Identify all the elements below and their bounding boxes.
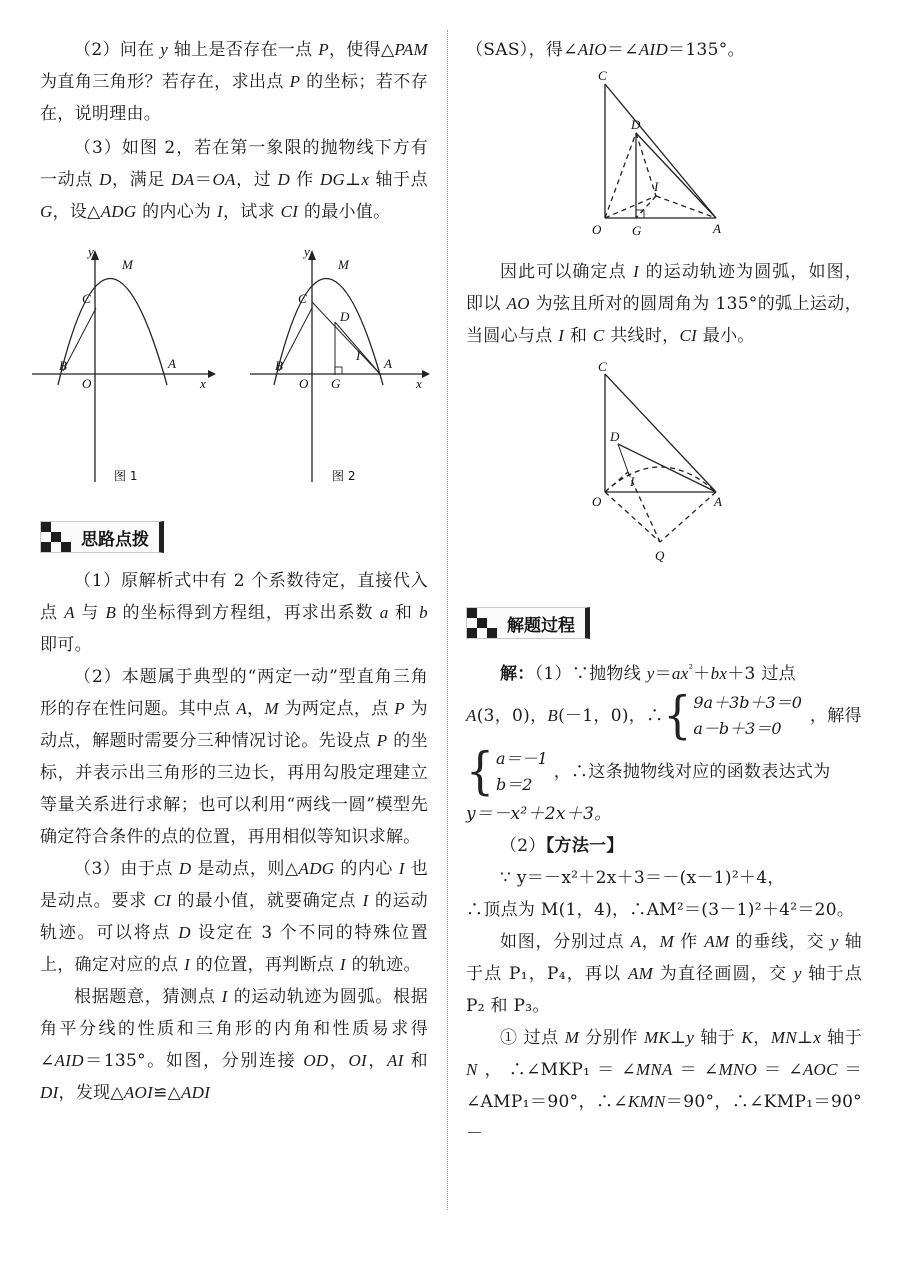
system1-tail: ，解得 (809, 706, 862, 726)
fig1-label-a: A (168, 356, 176, 371)
fig4-line-ca (605, 374, 716, 492)
left-column (40, 0, 428, 1109)
fig4-label-d: D (610, 429, 620, 444)
system1-eq1: 9a＋3b＋3＝0 (693, 693, 802, 712)
trajectory-text: 因此可以确定点 I 的运动轨迹为圆弧，如图，即以 AO 为弦且所对的圆周角为 135°的弧上运动，当圆心与点 I 和 C 共线时，CI 最小。 (466, 262, 862, 346)
solution-points: A(3，0)，B(－1，0)，∴ (466, 706, 664, 726)
question-2: （2）问在 y 轴上是否存在一点 P，使得△PAM 为直角三角形？若存在，求出点 P 的坐标；若不存在，说明理由。 (40, 40, 428, 124)
fig2-caption: 图 2 (332, 469, 356, 483)
fig4-line-oi (605, 472, 628, 492)
continuation-text: （SAS），得∠AIO＝∠AID＝135°。 (466, 40, 745, 60)
vertex-line-1: ∵ y＝－x²＋2x＋3＝－(x－1)²＋4， (500, 868, 785, 888)
fig2-label-b: B (275, 358, 283, 373)
fig4-label-c: C (598, 360, 607, 374)
fig2-label-x: x (416, 376, 422, 391)
method-1-heading: （2）【方法一】 (500, 836, 624, 856)
fig2-label-a: A (384, 356, 392, 371)
hint-1: （1）原解析式中有 2 个系数待定，直接代入点 A 与 B 的坐标得到方程组，再求出系数 a 和 b 即可。 (40, 571, 428, 655)
brace-icon: { (466, 742, 494, 801)
system2-tail: ，∴这条抛物线对应的函数表达式为 (553, 762, 831, 782)
fig2-label-d: D (340, 309, 350, 324)
equation-system-1 (466, 686, 862, 745)
fig1-caption: 图 1 (114, 469, 138, 483)
figure-1 (32, 244, 216, 483)
function-expression: y＝－x²＋2x＋3。 (466, 804, 612, 824)
construction-text: 如图，分别过点 A，M 作 AM 的垂线，交 y 轴于点 P₁，P₄，再以 AM 为直径画圆，交 y 轴于点 P₂ 和 P₃。 (466, 932, 862, 1016)
fig3-line-gi (636, 196, 656, 218)
fig3-label-d: D (631, 117, 641, 132)
hint-2: （2）本题属于典型的“两定一动”型直角三角形的存在性问题。其中点 A，M 为两定点，点 P 为动点，解题时需要分三种情况讨论。先设点 P 的坐标，并表示出三角形的三边长，再用勾股定理建立等量关系进行求解；也可以利用“两线一圆”模型先确定符合条件的点的位置，再用相似等知识求解。 (40, 667, 428, 847)
equation-system-2 (466, 742, 862, 801)
checker-icon (41, 522, 75, 552)
system2-eq1: a＝－1 (496, 749, 548, 768)
right-column (466, 0, 862, 1150)
fig1-label-b: B (59, 358, 67, 373)
system1-eq2: a－b＋3＝0 (693, 719, 782, 738)
figures-1-2 (32, 242, 432, 507)
system2-eq2: b＝2 (496, 775, 533, 794)
fig4-label-o: O (592, 494, 602, 509)
fig3-label-a: A (713, 221, 721, 236)
hint-4: 根据题意，猜测点 I 的运动轨迹为圆弧。根据角平分线的性质和三角形的内角和性质易求得∠AID＝135°。如图，分别连接 OD，OI，AI 和 DI，发现△AOI≌△ADI (40, 987, 428, 1103)
fig2-label-m: M (338, 257, 349, 272)
solution-intro: 解：（1）∵抛物线 $y=ax^{^2}+bx+3$ 过点 (500, 662, 796, 684)
fig1-x-arrow (208, 370, 216, 378)
figure-2 (250, 244, 430, 483)
figure-3 (584, 68, 884, 238)
fig4-label-a: A (714, 494, 722, 509)
section-solution-title: 解题过程 (507, 615, 575, 636)
fig3-label-c: C (598, 68, 607, 83)
fig1-line-bc (63, 308, 96, 371)
fig2-label-o: O (299, 376, 309, 391)
section-solution-header (466, 607, 862, 639)
fig4-label-q: Q (655, 548, 665, 563)
fig1-label-y: y (88, 244, 94, 259)
fig1-label-x: x (200, 376, 206, 391)
fig4-line-oq (605, 492, 660, 542)
fig2-x-arrow (422, 370, 430, 378)
vertex-line-2: ∴顶点为 M(1，4)，∴AM²＝(3－1)²＋4²＝20。 (466, 900, 855, 920)
section-hint-header (40, 521, 428, 553)
fig2-label-y: y (304, 244, 310, 259)
question-3: （3）如图 2，若在第一象限的抛物线下方有一动点 D，满足 DA＝OA，过 D 作 DG⊥x 轴于点 G，设△ADG 的内心为 I，试求 CI 的最小值。 (40, 138, 428, 222)
fig1-label-m: M (122, 257, 133, 272)
fig4-label-i: I (630, 474, 635, 489)
fig2-line-bc (279, 308, 312, 371)
section-hint-title: 思路点拨 (81, 529, 149, 550)
checker-icon (467, 608, 501, 638)
brace-icon: { (663, 686, 692, 745)
column-divider (447, 30, 448, 1210)
fig1-parabola (58, 279, 167, 386)
fig2-label-g: G (331, 376, 341, 391)
fig4-line-aq (660, 492, 716, 542)
fig4-arc (605, 467, 716, 492)
fig3-label-i: I (654, 179, 659, 194)
fig2-label-c: C (298, 291, 307, 306)
fig1-label-c: C (82, 291, 91, 306)
fig3-line-oi (605, 196, 656, 218)
figure-4 (584, 360, 884, 575)
step-1-text: ① 过点 M 分别作 MK⊥y 轴于 K，MN⊥x 轴于 N，∴∠MKP₁＝∠MNA＝∠MNO＝∠AOC＝∠AMP₁＝90°，∴∠KMN＝90°，∴∠KMP₁＝90°－ (466, 1028, 862, 1144)
fig2-right-angle (335, 367, 342, 374)
hint-3: （3）由于点 D 是动点，则△ADG 的内心 I 也是动点。要求 CI 的最小值，就要确定点 I 的运动轨迹。可以将点 D 设定在 3 个不同的特殊位置上，确定对应的点 I 的位置，再判断点 I 的轨迹。 (40, 859, 428, 975)
fig3-line-od (605, 133, 636, 218)
fig3-label-g: G (632, 223, 642, 238)
fig1-label-o: O (82, 376, 92, 391)
fig3-label-o: O (592, 222, 602, 237)
fig2-label-i: I (356, 348, 361, 363)
fig2-parabola (274, 279, 383, 386)
